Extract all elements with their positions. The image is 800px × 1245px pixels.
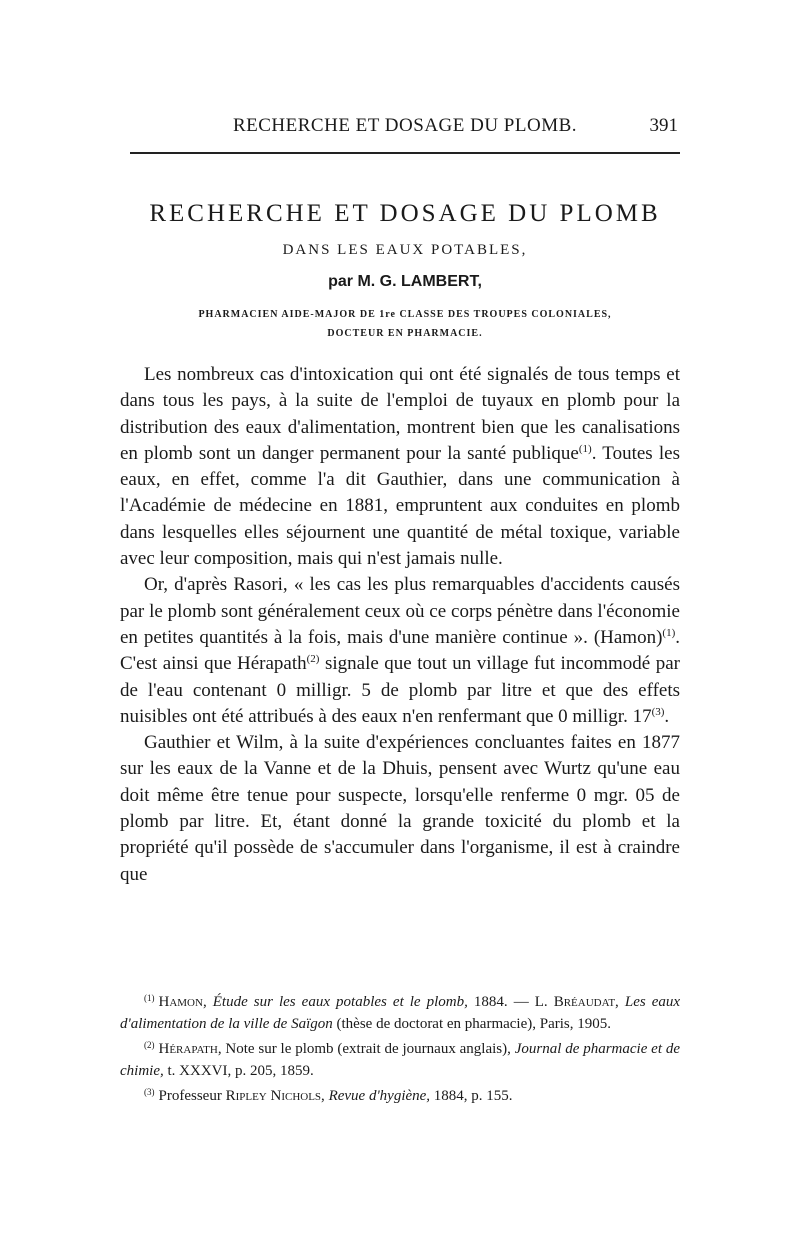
footnote-work: Revue d'hygiène,: [328, 1088, 431, 1104]
paragraph-1-text-a: Les nombreux cas d'intoxication qui ont été signalés de tous temps et dans tous les pays, à la suite de l'emploi de tuyaux en plomb pour la distribution des eaux d'alimentation, montrent bien que les canalisations en plomb sont un danger permanent pour la santé publique: [120, 364, 680, 464]
paragraph-1-text-b: . Toutes les eaux, en effet, comme l'a dit Gauthier, dans une communication à l'Académie de médecine en 1881, empruntent aux conduites en plomb dans lesquelles elles séjournent une quantité de métal toxique, variable avec leur composition, mais qui n'est jamais nulle.: [120, 442, 680, 570]
footnote-mark: (3): [144, 1087, 155, 1097]
footnote-work: Les eaux d'alimentation de la ville de Saïgon: [120, 994, 681, 1032]
paragraph-2-text-b: . C'est ainsi que Hérapath: [120, 626, 680, 675]
affiliation-line-2: DOCTEUR EN PHARMACIE.: [327, 328, 483, 339]
article-byline: par M. G. LAMBERT,: [328, 273, 482, 290]
footnote-mark: (2): [144, 1040, 155, 1050]
footnote-ref: (1): [662, 626, 676, 639]
author-affiliation: [120, 305, 690, 343]
running-head: [130, 113, 680, 143]
article-subtitle: DANS LES EAUX POTABLES,: [282, 242, 528, 258]
footnote-author: L. Bréaudat,: [534, 994, 619, 1010]
running-title: RECHERCHE ET DOSAGE DU PLOMB.: [232, 115, 578, 136]
footnote-1: [120, 988, 680, 1035]
paragraph-2-text-a: Or, d'après Rasori, « les cas les plus remarquables d'accidents causés par le plomb sont généralement ceux où ce corps pénètre dans l'économie en petites quantités à la fois, mais d'une manière continue ». (Hamon): [120, 574, 680, 648]
footnote-ref: (1): [578, 442, 592, 455]
footnote-text: Professeur: [158, 1088, 226, 1104]
footnote-text: 1884, p. 155.: [430, 1088, 513, 1104]
paragraph-2-text-d: .: [664, 705, 670, 727]
footnote-text: (thèse de doctorat en pharmacie), Paris, 1905.: [332, 1015, 611, 1032]
footnote-work: Étude sur les eaux potables et le plomb,: [212, 994, 468, 1010]
footnote-2: [120, 1035, 680, 1082]
page-number: 391: [649, 115, 678, 136]
footnote-mark: (1): [144, 993, 155, 1003]
footnote-text: t. XXXVI, p. 205, 1859.: [163, 1062, 314, 1079]
article-title-block: [120, 200, 690, 343]
article-body: [120, 362, 680, 888]
paragraph-2-text-c: signale que tout un village fut incommodé par de l'eau contenant 0 milligr. 5 de plomb par litre et que des effets nuisibles ont été attribués à des eaux n'en renfermant que 0 milligr. 17: [120, 653, 680, 727]
header-rule: [130, 152, 680, 154]
footnote-author: Hamon,: [158, 994, 207, 1010]
footnote-text: Note sur le plomb (extrait de journaux anglais),: [221, 1041, 515, 1057]
paragraph-1: [120, 362, 680, 572]
article-title: RECHERCHE ET DOSAGE DU PLOMB: [149, 200, 661, 227]
paragraph-2: [120, 572, 680, 730]
footnote-author: Hérapath,: [158, 1041, 222, 1057]
footnote-author: Ripley Nichols,: [225, 1088, 325, 1104]
footnotes: [120, 988, 680, 1108]
footnote-work: Journal de pharmacie et de chimie,: [120, 1041, 680, 1079]
footnote-3: [120, 1082, 680, 1108]
paragraph-3: Gauthier et Wilm, à la suite d'expériences concluantes faites en 1877 sur les eaux de la Vanne et de la Dhuis, pensent avec Wurtz qu'une eau doit même être tenue pour suspecte, lorsqu'elle renferme 0 mgr. 05 de plomb par litre. Et, étant donné la grande toxicité du plomb et la propriété qu'il possède de s'accumuler dans l'organisme, il est à craindre que: [120, 732, 680, 885]
footnote-ref: (3): [651, 705, 665, 718]
footnote-ref: (2): [306, 653, 320, 666]
affiliation-line-1: PHARMACIEN AIDE-MAJOR DE 1re CLASSE DES TROUPES COLONIALES,: [198, 309, 612, 320]
footnote-text: 1884. —: [467, 994, 535, 1010]
